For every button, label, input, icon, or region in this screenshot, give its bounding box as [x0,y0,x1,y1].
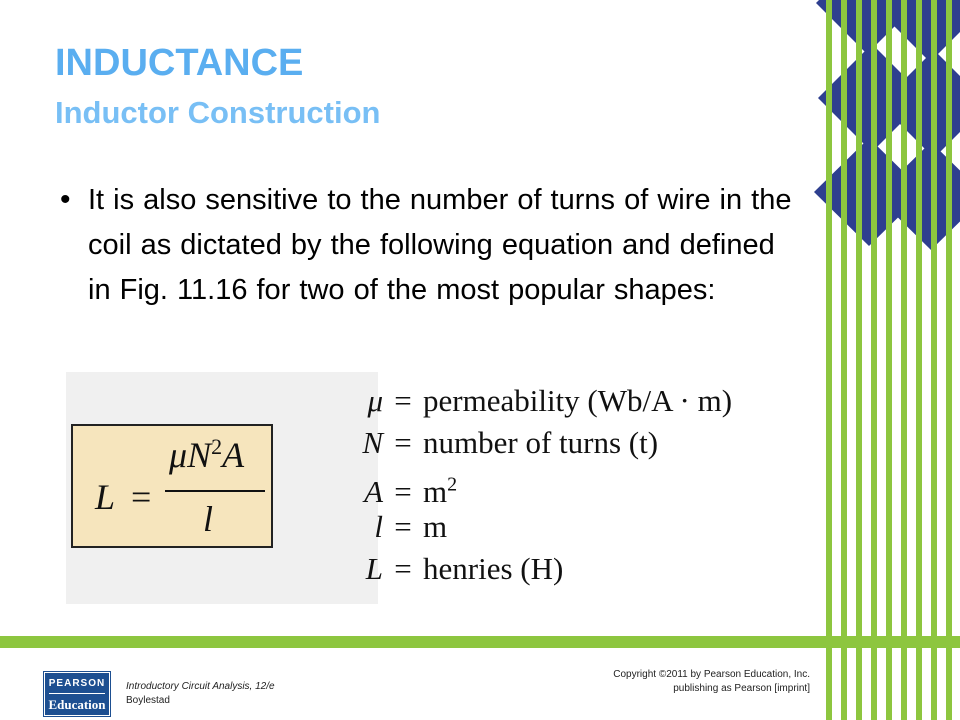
numerator-tail: A [222,435,245,475]
green-stripes [826,0,952,720]
logo-top-text: PEARSON [48,678,106,689]
definition-symbol: L [365,551,383,586]
definition-row [349,422,732,464]
definition-equals: = [394,551,412,586]
definition-equals: = [394,383,412,418]
fraction-bar [165,490,265,492]
definition-value-base: m [423,474,448,510]
equation-equals: = [131,477,152,517]
slide-title: INDUCTANCE [55,42,304,84]
definition-equals: = [394,474,412,510]
definition-value-exponent: 2 [447,474,458,496]
slide-subtitle: Inductor Construction [55,95,381,130]
numerator-base: μN [169,435,212,475]
definition-value: number of turns (t) [423,425,659,460]
bullet-item [60,178,805,313]
logo-divider [49,693,105,694]
book-title: Introductory Circuit Analysis, 12/e [126,681,275,692]
book-citation [126,680,275,708]
definition-symbol: μ [367,383,383,418]
definition-row [349,506,732,548]
bullet-dot-icon: • [60,183,71,216]
bullet-text: It is also sensitive to the number of turns of wire in the coil as dictated by the following equation and defined in Fig. 11.16 for two of the most popular shapes: [88,184,792,306]
equation-denominator: l [203,499,214,539]
numerator-exponent: 2 [211,434,223,459]
copyright-line-2: publishing as Pearson [imprint] [673,683,810,694]
definition-row [349,380,732,422]
definition-value [423,474,457,509]
definition-symbol: N [362,425,383,460]
definition-value: permeability (Wb/A · m) [423,383,733,418]
definition-value: henries (H) [423,551,564,586]
copyright-line-1: Copyright ©2011 by Pearson Education, Inc. [613,669,810,680]
variable-definitions [349,380,732,590]
equation-lhs: L [95,477,116,517]
figure-11-16 [66,372,796,604]
definition-row [349,464,732,510]
definition-equals: = [394,509,412,544]
pearson-education-logo [44,672,110,716]
inductance-equation-box [71,424,273,548]
logo-bottom-text: Education [48,697,106,712]
navy-diamonds [814,0,960,250]
definition-value: m [423,509,448,544]
book-author: Boylestad [126,695,170,706]
copyright-notice [613,668,810,696]
definition-symbol: l [374,509,383,544]
footer-divider-bar [0,636,960,648]
definition-row [349,548,732,590]
definition-symbol: A [364,474,383,510]
equation-numerator [169,434,244,476]
definition-equals: = [394,425,412,460]
